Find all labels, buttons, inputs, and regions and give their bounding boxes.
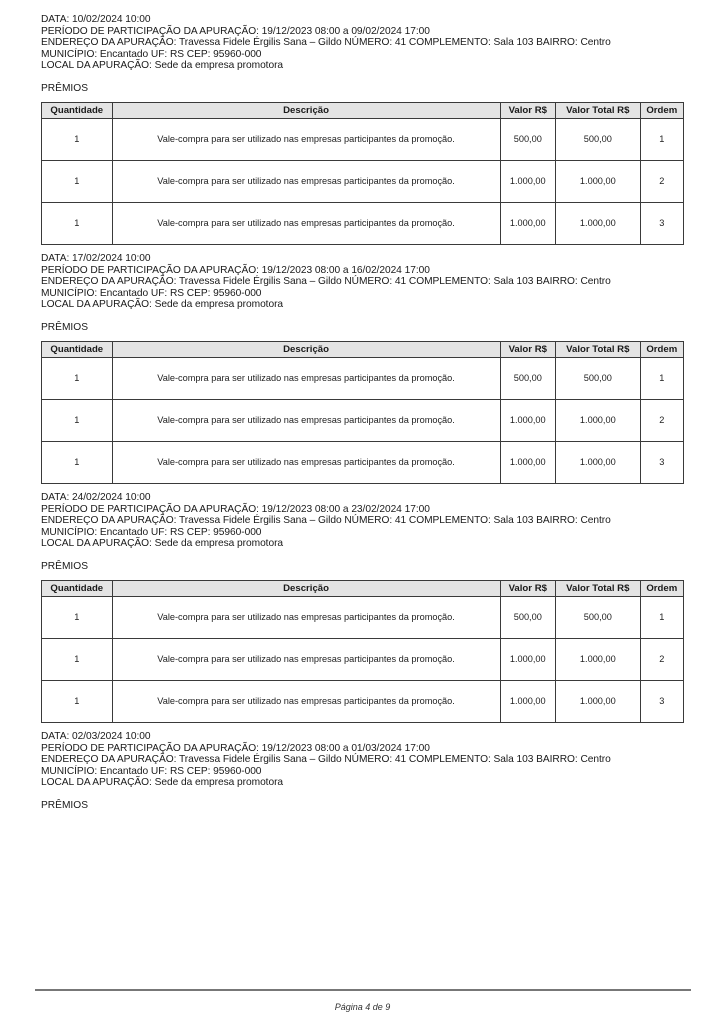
cell-quantidade: 1 [42,596,113,638]
cell-valor: 1.000,00 [500,202,555,244]
header-valor: Valor R$ [500,341,555,357]
table-header-row [42,341,684,357]
cell-valor: 1.000,00 [500,680,555,722]
apuracao-municipality: MUNICÍPIO: Encantado UF: RS CEP: 95960-000 [41,48,262,60]
apuracao-address: ENDEREÇO DA APURAÇÃO: Travessa Fidele Érgilis Sana – Gildo NÚMERO: 41 COMPLEMENTO: Sala 103 BAIRRO: Centro [41,37,611,49]
apuracao-period: PERÍODO DE PARTICIPAÇÃO DA APURAÇÃO: 19/12/2023 08:00 a 16/02/2024 17:00 [41,264,430,276]
cell-ordem: 2 [640,160,683,202]
prizes-table [41,102,684,245]
table-row [42,680,684,722]
apuracao-section [41,492,684,723]
apuracao-location: LOCAL DA APURAÇÃO: Sede da empresa promotora [41,777,284,789]
apuracao-location: LOCAL DA APURAÇÃO: Sede da empresa promotora [41,299,284,311]
apuracao-date: DATA: 02/03/2024 10:00 [41,730,151,742]
apuracao-date: DATA: 24/02/2024 10:00 [41,491,151,503]
cell-quantidade: 1 [42,441,113,483]
cell-ordem: 3 [640,441,683,483]
cell-valor: 1.000,00 [500,441,555,483]
cell-valor-total: 500,00 [555,118,640,160]
cell-descricao: Vale-compra para ser utilizado nas empresas participantes da promoção. [112,596,500,638]
cell-valor-total: 500,00 [555,357,640,399]
cell-quantidade: 1 [42,118,113,160]
apuracao-municipality: MUNICÍPIO: Encantado UF: RS CEP: 95960-000 [41,287,262,299]
page-number: Página 4 de 9 [334,1002,391,1012]
cell-descricao: Vale-compra para ser utilizado nas empresas participantes da promoção. [112,680,500,722]
apuracao-municipality: MUNICÍPIO: Encantado UF: RS CEP: 95960-000 [41,765,262,777]
apuracao-period: PERÍODO DE PARTICIPAÇÃO DA APURAÇÃO: 19/12/2023 08:00 a 09/02/2024 17:00 [41,25,430,37]
table-row [42,357,684,399]
cell-valor-total: 500,00 [555,596,640,638]
cell-quantidade: 1 [42,680,113,722]
document-page [41,14,684,819]
table-row [42,160,684,202]
prizes-heading: PRÊMIOS [41,560,88,572]
prizes-table [41,341,684,484]
header-ordem: Ordem [640,580,683,596]
cell-quantidade: 1 [42,638,113,680]
apuracao-location: LOCAL DA APURAÇÃO: Sede da empresa promotora [41,538,284,550]
cell-descricao: Vale-compra para ser utilizado nas empresas participantes da promoção. [112,399,500,441]
table-row [42,441,684,483]
table-row [42,596,684,638]
cell-ordem: 2 [640,399,683,441]
cell-quantidade: 1 [42,357,113,399]
header-valor: Valor R$ [500,102,555,118]
cell-descricao: Vale-compra para ser utilizado nas empresas participantes da promoção. [112,202,500,244]
cell-quantidade: 1 [42,202,113,244]
header-descricao: Descrição [112,102,500,118]
cell-descricao: Vale-compra para ser utilizado nas empresas participantes da promoção. [112,357,500,399]
cell-valor-total: 1.000,00 [555,680,640,722]
table-row [42,118,684,160]
apuracao-date: DATA: 10/02/2024 10:00 [41,14,151,25]
cell-descricao: Vale-compra para ser utilizado nas empresas participantes da promoção. [112,160,500,202]
cell-descricao: Vale-compra para ser utilizado nas empresas participantes da promoção. [112,441,500,483]
cell-ordem: 3 [640,202,683,244]
cell-ordem: 1 [640,596,683,638]
cell-valor: 1.000,00 [500,160,555,202]
header-quantidade: Quantidade [42,341,113,357]
header-quantidade: Quantidade [42,102,113,118]
cell-valor: 500,00 [500,357,555,399]
table-row [42,202,684,244]
apuracao-period: PERÍODO DE PARTICIPAÇÃO DA APURAÇÃO: 19/12/2023 08:00 a 23/02/2024 17:00 [41,503,430,515]
apuracao-section [41,253,684,484]
cell-valor: 1.000,00 [500,638,555,680]
apuracao-address: ENDEREÇO DA APURAÇÃO: Travessa Fidele Érgilis Sana – Gildo NÚMERO: 41 COMPLEMENTO: Sala 103 BAIRRO: Centro [41,754,611,766]
table-row [42,638,684,680]
table-header-row [42,580,684,596]
apuracao-municipality: MUNICÍPIO: Encantado UF: RS CEP: 95960-000 [41,526,262,538]
prizes-heading: PRÊMIOS [41,82,88,94]
cell-valor: 500,00 [500,596,555,638]
cell-valor: 1.000,00 [500,399,555,441]
header-valor-total: Valor Total R$ [555,580,640,596]
apuracao-address: ENDEREÇO DA APURAÇÃO: Travessa Fidele Érgilis Sana – Gildo NÚMERO: 41 COMPLEMENTO: Sala 103 BAIRRO: Centro [41,276,611,288]
cell-quantidade: 1 [42,160,113,202]
table-row [42,399,684,441]
header-ordem: Ordem [640,341,683,357]
header-valor: Valor R$ [500,580,555,596]
cell-valor: 500,00 [500,118,555,160]
cell-valor-total: 1.000,00 [555,441,640,483]
cell-ordem: 1 [640,118,683,160]
footer-divider [35,989,691,991]
prizes-heading: PRÊMIOS [41,321,88,333]
cell-ordem: 3 [640,680,683,722]
apuracao-address: ENDEREÇO DA APURAÇÃO: Travessa Fidele Érgilis Sana – Gildo NÚMERO: 41 COMPLEMENTO: Sala 103 BAIRRO: Centro [41,515,611,527]
header-valor-total: Valor Total R$ [555,102,640,118]
header-valor-total: Valor Total R$ [555,341,640,357]
header-quantidade: Quantidade [42,580,113,596]
cell-ordem: 2 [640,638,683,680]
prizes-table [41,580,684,723]
prizes-heading: PRÊMIOS [41,799,88,811]
table-header-row [42,102,684,118]
apuracao-period: PERÍODO DE PARTICIPAÇÃO DA APURAÇÃO: 19/12/2023 08:00 a 01/03/2024 17:00 [41,742,430,754]
apuracao-section [41,14,684,245]
header-ordem: Ordem [640,102,683,118]
header-descricao: Descrição [112,341,500,357]
cell-valor-total: 1.000,00 [555,160,640,202]
cell-descricao: Vale-compra para ser utilizado nas empresas participantes da promoção. [112,638,500,680]
cell-valor-total: 1.000,00 [555,638,640,680]
cell-quantidade: 1 [42,399,113,441]
header-descricao: Descrição [112,580,500,596]
cell-descricao: Vale-compra para ser utilizado nas empresas participantes da promoção. [112,118,500,160]
cell-ordem: 1 [640,357,683,399]
apuracao-date: DATA: 17/02/2024 10:00 [41,252,151,264]
cell-valor-total: 1.000,00 [555,202,640,244]
cell-valor-total: 1.000,00 [555,399,640,441]
apuracao-section [41,731,684,812]
apuracao-location: LOCAL DA APURAÇÃO: Sede da empresa promotora [41,60,284,72]
